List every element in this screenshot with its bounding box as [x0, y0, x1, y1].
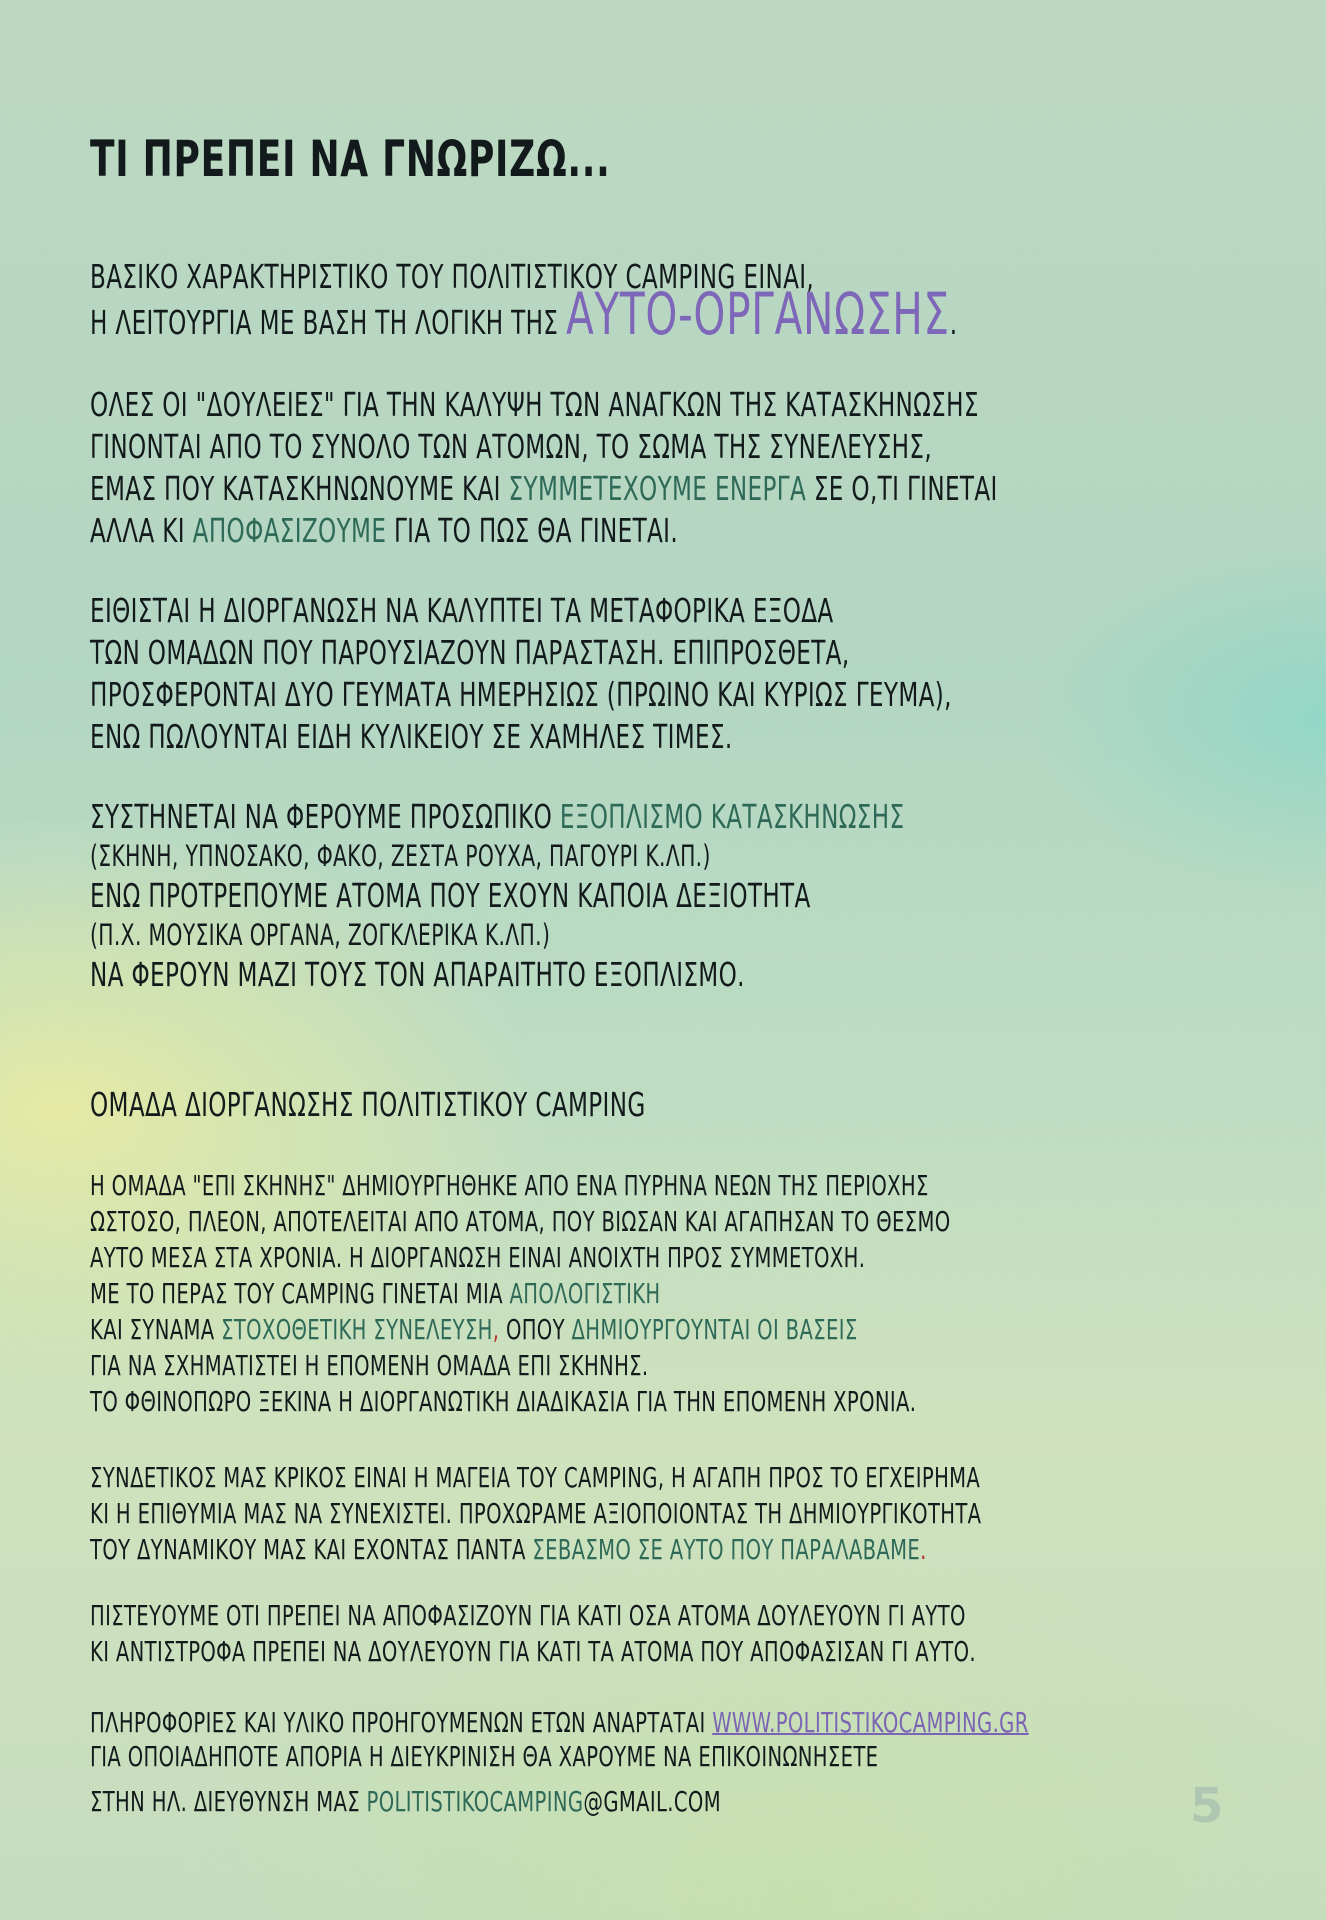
team-line-6: ΓΙΑ ΝΑ ΣΧΗΜΑΤΙΣΤΕΙ Η ΕΠΟΜΕΝΗ ΟΜΑΔΑ ΕΠΙ ΣΚΗΝΗΣ. [90, 1349, 649, 1382]
team-line-2: ΩΣΤΟΣΟ, ΠΛΕΟΝ, ΑΠΟΤΕΛΕΙΤΑΙ ΑΠΟ ΑΤΟΜΑ, ΠΟΥ ΒΙΩΣΑΝ ΚΑΙ ΑΓΑΠΗΣΑΝ ΤΟ ΘΕΣΜΟ [90, 1205, 951, 1238]
work-line-4 [90, 510, 998, 552]
self-organization-highlight: ΑΥΤΟ-ΟΡΓΑΝΩΣΗΣ [565, 280, 950, 348]
page-number: 5 [1190, 1778, 1224, 1834]
work-line-3 [90, 468, 998, 510]
team-paragraph [90, 1168, 1319, 1420]
intro-line-2 [90, 280, 958, 349]
work-line-3-text: ΕΜΑΣ ΠΟΥ ΚΑΤΑΣΚΗΝΩΝΟΥΜΕ ΚΑΙ [90, 469, 501, 508]
red-comma: , [492, 1313, 500, 1346]
equipment-line-2: (ΣΚΗΝΗ, ΥΠΝΟΣΑΚΟ, ΦΑΚΟ, ΖΕΣΤΑ ΡΟΥΧΑ, ΠΑΓΟΥΡΙ Κ.ΛΠ.) [90, 839, 711, 873]
team-line-5-mid: ΟΠΟΥ [505, 1313, 565, 1346]
decide-highlight: ΑΠΟΦΑΣΙΖΟΥΜΕ [192, 511, 387, 550]
belief-line-1: ΠΙΣΤΕΥΟΥΜΕ ΟΤΙ ΠΡΕΠΕΙ ΝΑ ΑΠΟΦΑΣΙΖΟΥΝ ΓΙΑ ΚΑΤΙ ΟΣΑ ΑΤΟΜΑ ΔΟΥΛΕΥΟΥΝ ΓΙ ΑΥΤΟ [90, 1599, 966, 1632]
intro-line-2-text: Η ΛΕΙΤΟΥΡΓΙΑ ΜΕ ΒΑΣΗ ΤΗ ΛΟΓΙΚΗ ΤΗΣ [90, 303, 559, 342]
page-title: ΤΙ ΠΡΕΠΕΙ ΝΑ ΓΝΩΡΙΖΩ... [90, 130, 611, 188]
website-link[interactable]: WWW.POLITISTIKOCAMPING.GR [712, 1706, 1029, 1739]
section-organization-title [90, 1084, 884, 1126]
goal-setting-assembly-highlight: ΣΤΟΧΟΘΕΤΙΚΗ ΣΥΝΕΛΕΥΣΗ [221, 1313, 493, 1346]
bond-line-3 [90, 1532, 981, 1568]
intro-line-1: ΒΑΣΙΚΟ ΧΑΡΑΚΤΗΡΙΣΤΙΚΟ ΤΟΥ ΠΟΛΙΤΙΣΤΙΚΟΥ CAMPING ΕΙΝΑΙ, [90, 257, 815, 296]
bond-line-1: ΣΥΝΔΕΤΙΚΟΣ ΜΑΣ ΚΡΙΚΟΣ ΕΙΝΑΙ Η ΜΑΓΕΙΑ ΤΟΥ CAMPING, Η ΑΓΑΠΗ ΠΡΟΣ ΤΟ ΕΓΧΕΙΡΗΜΑ [90, 1461, 981, 1494]
intro-paragraph [90, 256, 1326, 349]
work-line-2: ΓΙΝΟΝΤΑΙ ΑΠΟ ΤΟ ΣΥΝΟΛΟ ΤΩΝ ΑΤΟΜΩΝ, ΤΟ ΣΩΜΑ ΤΗΣ ΣΥΝΕΛΕΥΣΗΣ, [90, 427, 933, 466]
bond-paragraph [90, 1460, 1326, 1568]
work-paragraph [90, 384, 1326, 552]
equipment-line-5: ΝΑ ΦΕΡΟΥΝ ΜΑΖΙ ΤΟΥΣ ΤΟΝ ΑΠΑΡΑΙΤΗΤΟ ΕΞΟΠΛΙΣΜΟ. [90, 955, 745, 994]
contact-paragraph [90, 1706, 1326, 1820]
equipment-line-4: (Π.Χ. ΜΟΥΣΙΚΑ ΟΡΓΑΝΑ, ΖΟΓΚΛΕΡΙΚΑ Κ.ΛΠ.) [90, 918, 551, 952]
team-line-4 [90, 1276, 950, 1312]
costs-line-3: ΠΡΟΣΦΕΡΟΝΤΑΙ ΔΥΟ ΓΕΥΜΑΤΑ ΗΜΕΡΗΣΙΩΣ (ΠΡΩΙΝΟ ΚΑΙ ΚΥΡΙΩΣ ΓΕΥΜΑ), [90, 675, 952, 714]
team-line-1: Η ΟΜΑΔΑ "ΕΠΙ ΣΚΗΝΗΣ" ΔΗΜΙΟΥΡΓΗΘΗΚΕ ΑΠΟ ΕΝΑ ΠΥΡΗΝΑ ΝΕΩΝ ΤΗΣ ΠΕΡΙΟΧΗΣ [90, 1169, 929, 1202]
work-line-3-end: ΣΕ Ο,ΤΙ ΓΙΝΕΤΑΙ [813, 469, 998, 508]
team-line-5-text: ΚΑΙ ΣΥΝΑΜΑ [90, 1313, 215, 1346]
foundations-highlight: ΔΗΜΙΟΥΡΓΟΥΝΤΑΙ ΟΙ ΒΑΣΕΙΣ [571, 1313, 858, 1346]
costs-line-2: ΤΩΝ ΟΜΑΔΩΝ ΠΟΥ ΠΑΡΟΥΣΙΑΖΟΥΝ ΠΑΡΑΣΤΑΣΗ. ΕΠΙΠΡΟΣΘΕΤΑ, [90, 633, 850, 672]
email-user: POLITISTIKOCAMPING [366, 1785, 584, 1818]
equipment-line-3: ΕΝΩ ΠΡΟΤΡΕΠΟΥΜΕ ΑΤΟΜΑ ΠΟΥ ΕΧΟΥΝ ΚΑΠΟΙΑ ΔΕΞΙΟΤΗΤΑ [90, 876, 811, 915]
bond-line-2: ΚΙ Η ΕΠΙΘΥΜΙΑ ΜΑΣ ΝΑ ΣΥΝΕΧΙΣΤΕΙ. ΠΡΟΧΩΡΑΜΕ ΑΞΙΟΠΟΙΟΝΤΑΣ ΤΗ ΔΗΜΙΟΥΡΓΙΚΟΤΗΤΑ [90, 1497, 982, 1530]
team-line-7: ΤΟ ΦΘΙΝΟΠΩΡΟ ΞΕΚΙΝΑ Η ΔΙΟΡΓΑΝΩΤΙΚΗ ΔΙΑΔΙΚΑΣΙΑ ΓΙΑ ΤΗΝ ΕΠΟΜΕΝΗ ΧΡΟΝΙΑ. [90, 1385, 917, 1418]
belief-line-2: ΚΙ ΑΝΤΙΣΤΡΟΦΑ ΠΡΕΠΕΙ ΝΑ ΔΟΥΛΕΥΟΥΝ ΓΙΑ ΚΑΤΙ ΤΑ ΑΤΟΜΑ ΠΟΥ ΑΠΟΦΑΣΙΣΑΝ ΓΙ ΑΥΤΟ. [90, 1635, 976, 1668]
costs-line-4: ΕΝΩ ΠΩΛΟΥΝΤΑΙ ΕΙΔΗ ΚΥΛΙΚΕΙΟΥ ΣΕ ΧΑΜΗΛΕΣ ΤΙΜΕΣ. [90, 717, 733, 756]
costs-line-1: ΕΙΘΙΣΤΑΙ Η ΔΙΟΡΓΑΝΩΣΗ ΝΑ ΚΑΛΥΠΤΕΙ ΤΑ ΜΕΤΑΦΟΡΙΚΑ ΕΞΟΔΑ [90, 591, 834, 630]
work-line-4-end: ΓΙΑ ΤΟ ΠΩΣ ΘΑ ΓΙΝΕΤΑΙ. [393, 511, 679, 550]
contact-line-3 [90, 1784, 1029, 1820]
belief-paragraph [90, 1598, 1326, 1670]
team-line-5 [90, 1312, 950, 1348]
equipment-paragraph [90, 796, 1253, 996]
work-line-4-text: ΑΛΛΑ ΚΙ [90, 511, 185, 550]
participate-highlight: ΣΥΜΜΕΤΕΧΟΥΜΕ ΕΝΕΡΓΑ [508, 469, 807, 508]
contact-line-1-text: ΠΛΗΡΟΦΟΡΙΕΣ ΚΑΙ ΥΛΙΚΟ ΠΡΟΗΓΟΥΜΕΝΩΝ ΕΤΩΝ ΑΝΑΡΤΑΤΑΙ [90, 1706, 706, 1739]
email-link[interactable] [367, 1785, 721, 1818]
intro-period: . [949, 303, 958, 342]
review-highlight: ΑΠΟΛΟΓΙΣΤΙΚΗ [509, 1277, 661, 1310]
team-line-4-text: ΜΕ ΤΟ ΠΕΡΑΣ ΤΟΥ CAMPING ΓΙΝΕΤΑΙ ΜΙΑ [90, 1277, 503, 1310]
equipment-line-1 [90, 796, 904, 838]
contact-line-2: ΓΙΑ ΟΠΟΙΑΔΗΠΟΤΕ ΑΠΟΡΙΑ Η ΔΙΕΥΚΡΙΝΙΣΗ ΘΑ ΧΑΡΟΥΜΕ ΝΑ ΕΠΙΚΟΙΝΩΝΗΣΕΤΕ [90, 1740, 879, 1773]
red-period: . [920, 1533, 927, 1566]
costs-paragraph [90, 590, 1321, 758]
team-line-3: ΑΥΤΟ ΜΕΣΑ ΣΤΑ ΧΡΟΝΙΑ. Η ΔΙΟΡΓΑΝΩΣΗ ΕΙΝΑΙ ΑΝΟΙΧΤΗ ΠΡΟΣ ΣΥΜΜΕΤΟΧΗ. [90, 1241, 866, 1274]
contact-line-1 [90, 1706, 1029, 1740]
email-domain: @GMAIL.COM [583, 1785, 721, 1818]
section-organization-title-text: ΟΜΑΔΑ ΔΙΟΡΓΑΝΩΣΗΣ ΠΟΛΙΤΙΣΤΙΚΟΥ CAMPING [90, 1085, 646, 1124]
respect-highlight: ΣΕΒΑΣΜΟ ΣΕ ΑΥΤΟ ΠΟΥ ΠΑΡΑΛΑΒΑΜΕ [532, 1533, 921, 1566]
contact-line-3-text: ΣΤΗΝ ΗΛ. ΔΙΕΥΘΥΝΣΗ ΜΑΣ [90, 1785, 360, 1818]
bond-line-3-text: ΤΟΥ ΔΥΝΑΜΙΚΟΥ ΜΑΣ ΚΑΙ ΕΧΟΝΤΑΣ ΠΑΝΤΑ [90, 1533, 526, 1566]
work-line-1: ΟΛΕΣ ΟΙ "ΔΟΥΛΕΙΕΣ" ΓΙΑ ΤΗΝ ΚΑΛΥΨΗ ΤΩΝ ΑΝΑΓΚΩΝ ΤΗΣ ΚΑΤΑΣΚΗΝΩΣΗΣ [90, 385, 979, 424]
equipment-line-1-text: ΣΥΣΤΗΝΕΤΑΙ ΝΑ ΦΕΡΟΥΜΕ ΠΡΟΣΩΠΙΚΟ [90, 797, 553, 836]
camping-equipment-highlight: ΕΞΟΠΛΙΣΜΟ ΚΑΤΑΣΚΗΝΩΣΗΣ [559, 797, 905, 836]
